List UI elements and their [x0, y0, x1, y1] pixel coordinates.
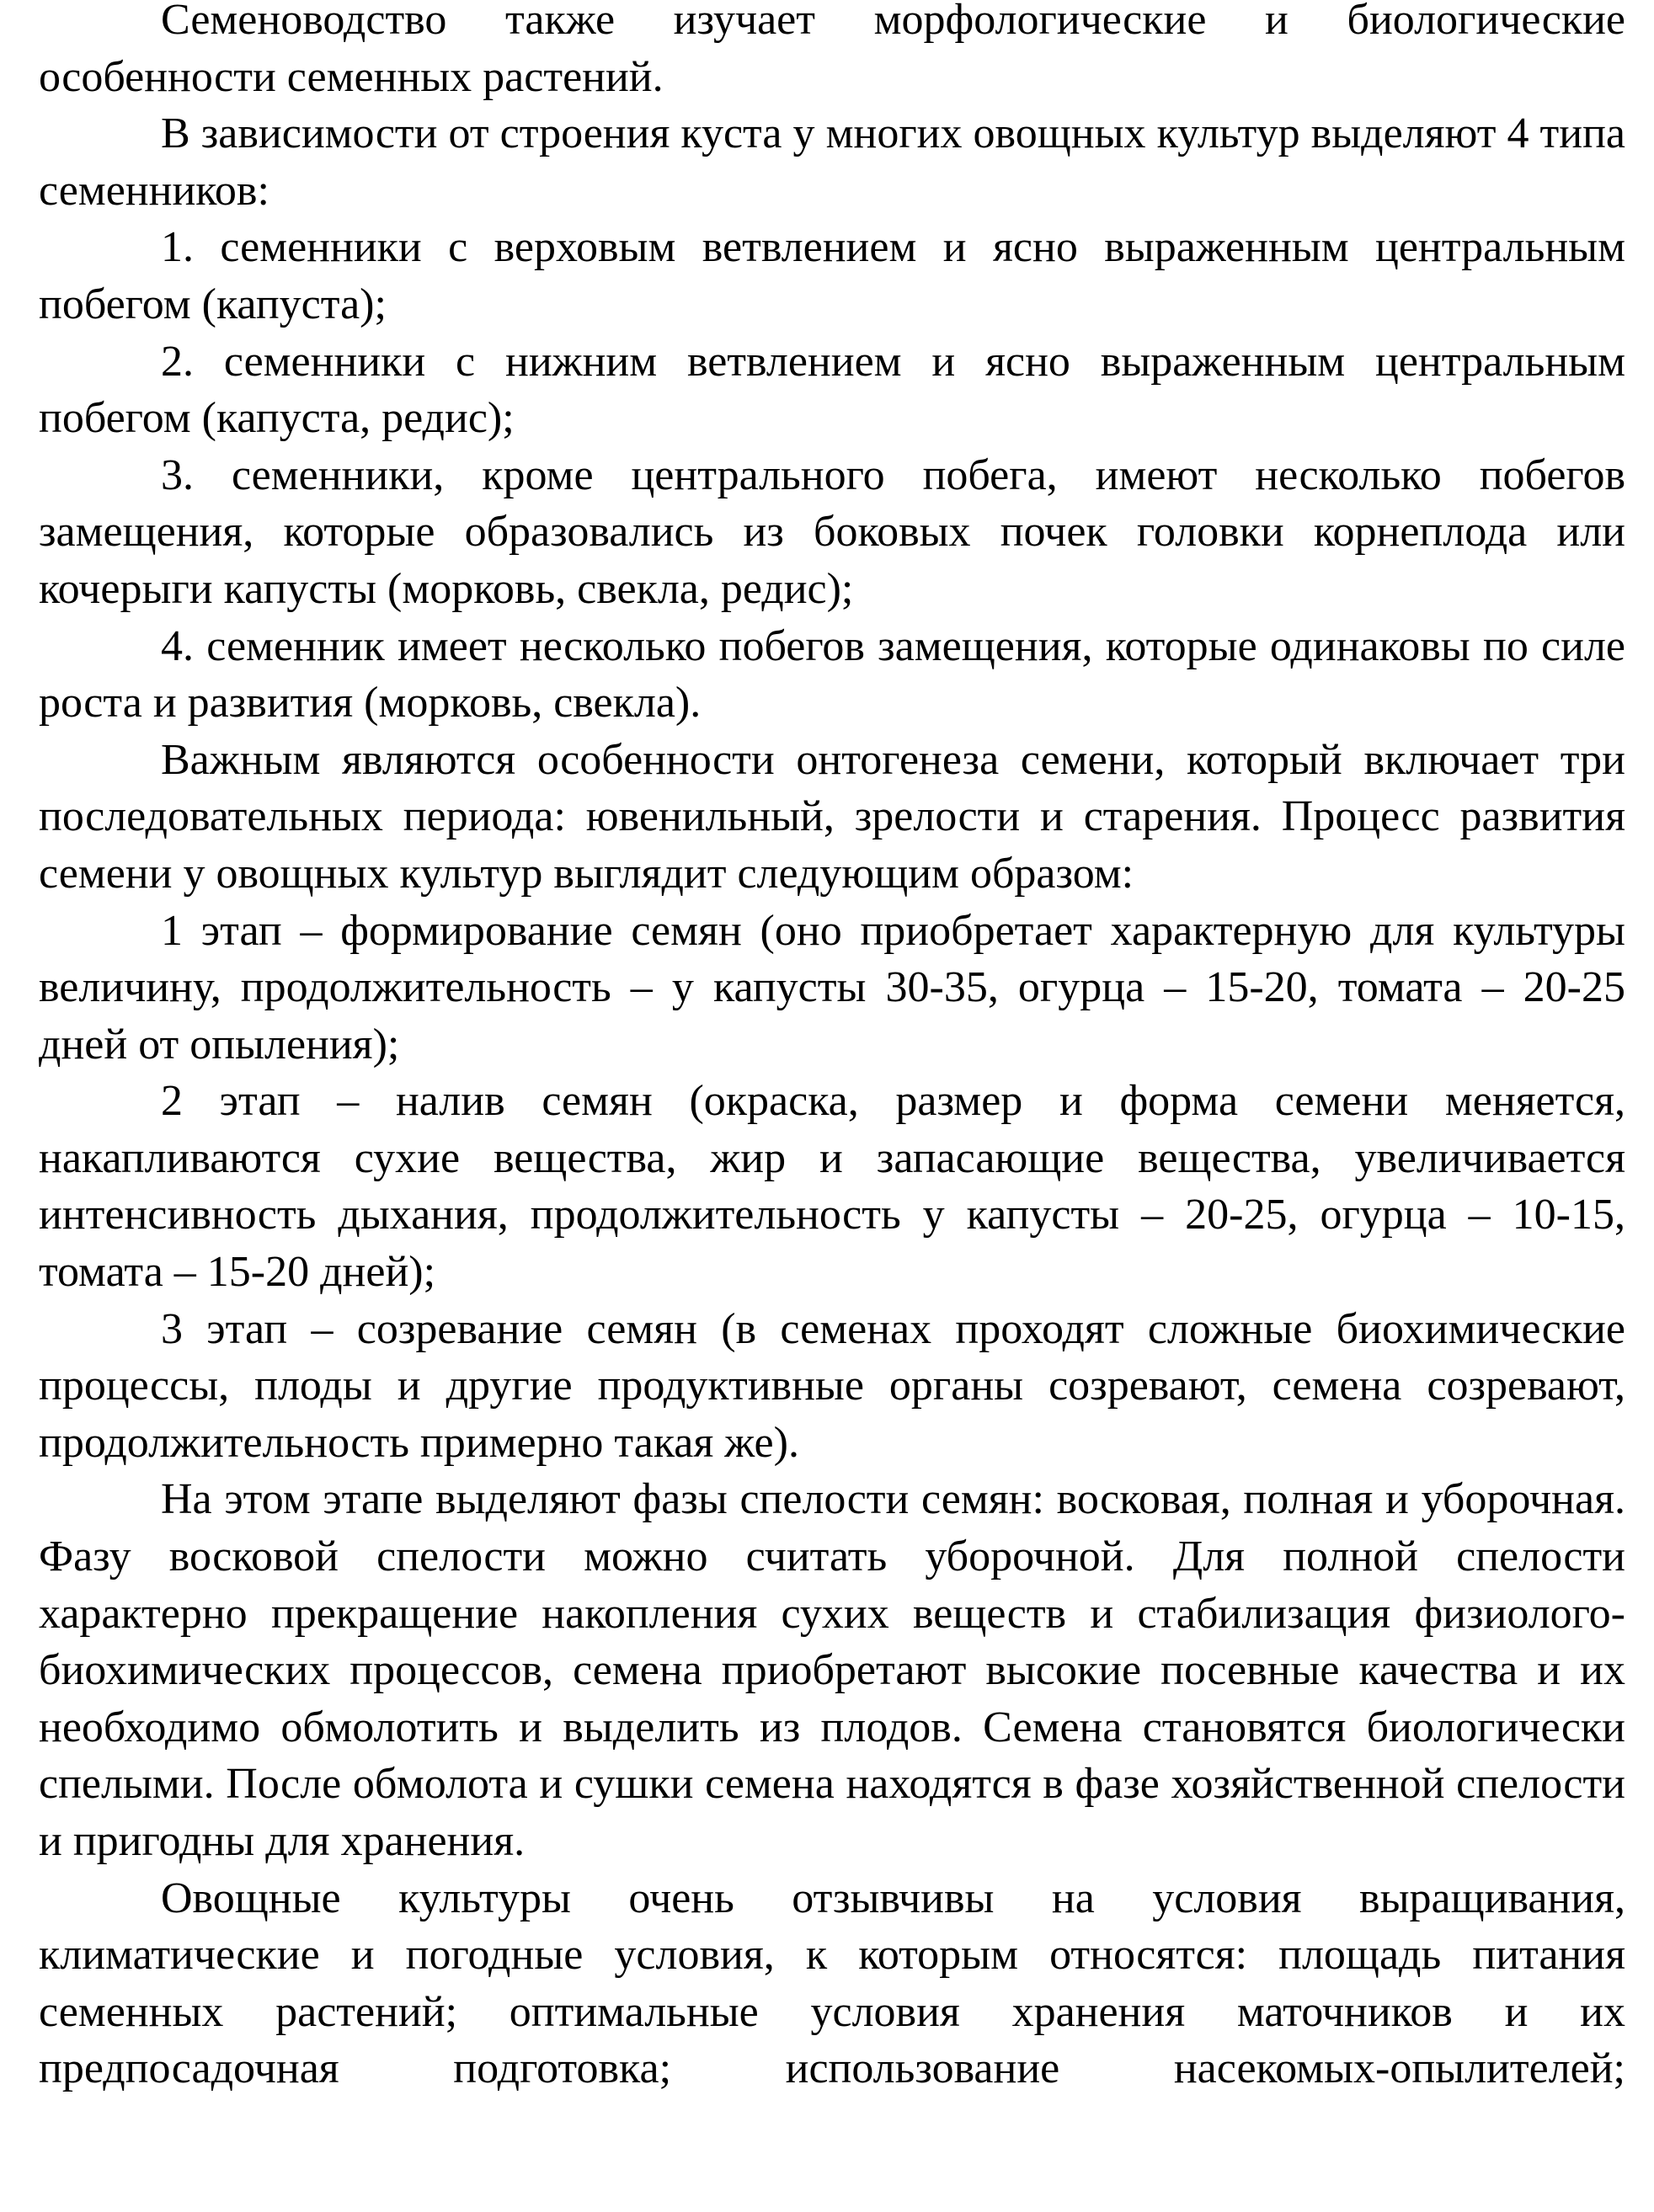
paragraph-ripeness-phases: На этом этапе выделяют фазы спелости семян: восковая, полная и уборочная. Фазу восковой спелости можно считать уборочной. Для полной спелости характерно прекращение накопления сухих веществ и стабилизация физиолого-биохимических процессов, семена приобретают высокие посевные качества и их необходимо обмолотить и выделить из плодов. Семена становятся биологически спелыми. После обмолота и сушки семена находятся в фазе хозяйственной спелости и пригодны для хранения.	[39, 1475, 1625, 1865]
paragraph-growing-conditions: Овощные культуры очень отзывчивы на условия выращивания, климатические и погодные условия, к которым относятся: площадь питания семенных растений; оптимальные условия хранения маточников и их предпосадочная подготовка; использование насекомых-опылителей;	[39, 1874, 1625, 2093]
list-item-stage-3: 3 этап – созревание семян (в семенах проходят сложные биохимические процессы, плоды и другие продуктивные органы созревают, семена созревают, продолжительность примерно такая же).	[39, 1304, 1625, 1467]
list-item-stage-2: 2 этап – налив семян (окраска, размер и форма семени меняется, накапливаются сухие вещества, жир и запасающие вещества, увеличивается интенсивность дыхания, продолжительность у капусты – 20-25, огурца – 10-15, томата – 15-20 дней);	[39, 1077, 1625, 1297]
list-item-stage-1: 1 этап – формирование семян (оно приобретает характерную для культуры величину, продолжительность – у капусты 30-35, огурца – 15-20, томата – 20-25 дней от опыления);	[39, 906, 1625, 1069]
paragraph-seed-plant-types: В зависимости от строения куста у многих овощных культур выделяют 4 типа семенников:	[39, 109, 1625, 215]
list-item-type-3: 3. семенники, кроме центрального побега, имеют несколько побегов замещения, которые образовались из боковых почек головки корнеплода или кочерыги капусты (морковь, свекла, редис);	[39, 450, 1625, 613]
paragraph-ontogenesis: Важным являются особенности онтогенеза семени, который включает три последовательных периода: ювенильный, зрелости и старения. Процесс развития семени у овощных культур выглядит следующим образом:	[39, 735, 1625, 898]
list-item-type-2: 2. семенники с нижним ветвлением и ясно выраженным центральным побегом (капуста, редис);	[39, 337, 1625, 443]
paragraph-intro: Семеноводство также изучает морфологические и биологические особенности семенных растений.	[39, 0, 1625, 101]
list-item-type-4: 4. семенник имеет несколько побегов замещения, которые одинаковы по силе роста и развития (морковь, свекла).	[39, 621, 1625, 728]
list-item-type-1: 1. семенники с верховым ветвлением и ясно выраженным центральным побегом (капуста);	[39, 223, 1625, 328]
